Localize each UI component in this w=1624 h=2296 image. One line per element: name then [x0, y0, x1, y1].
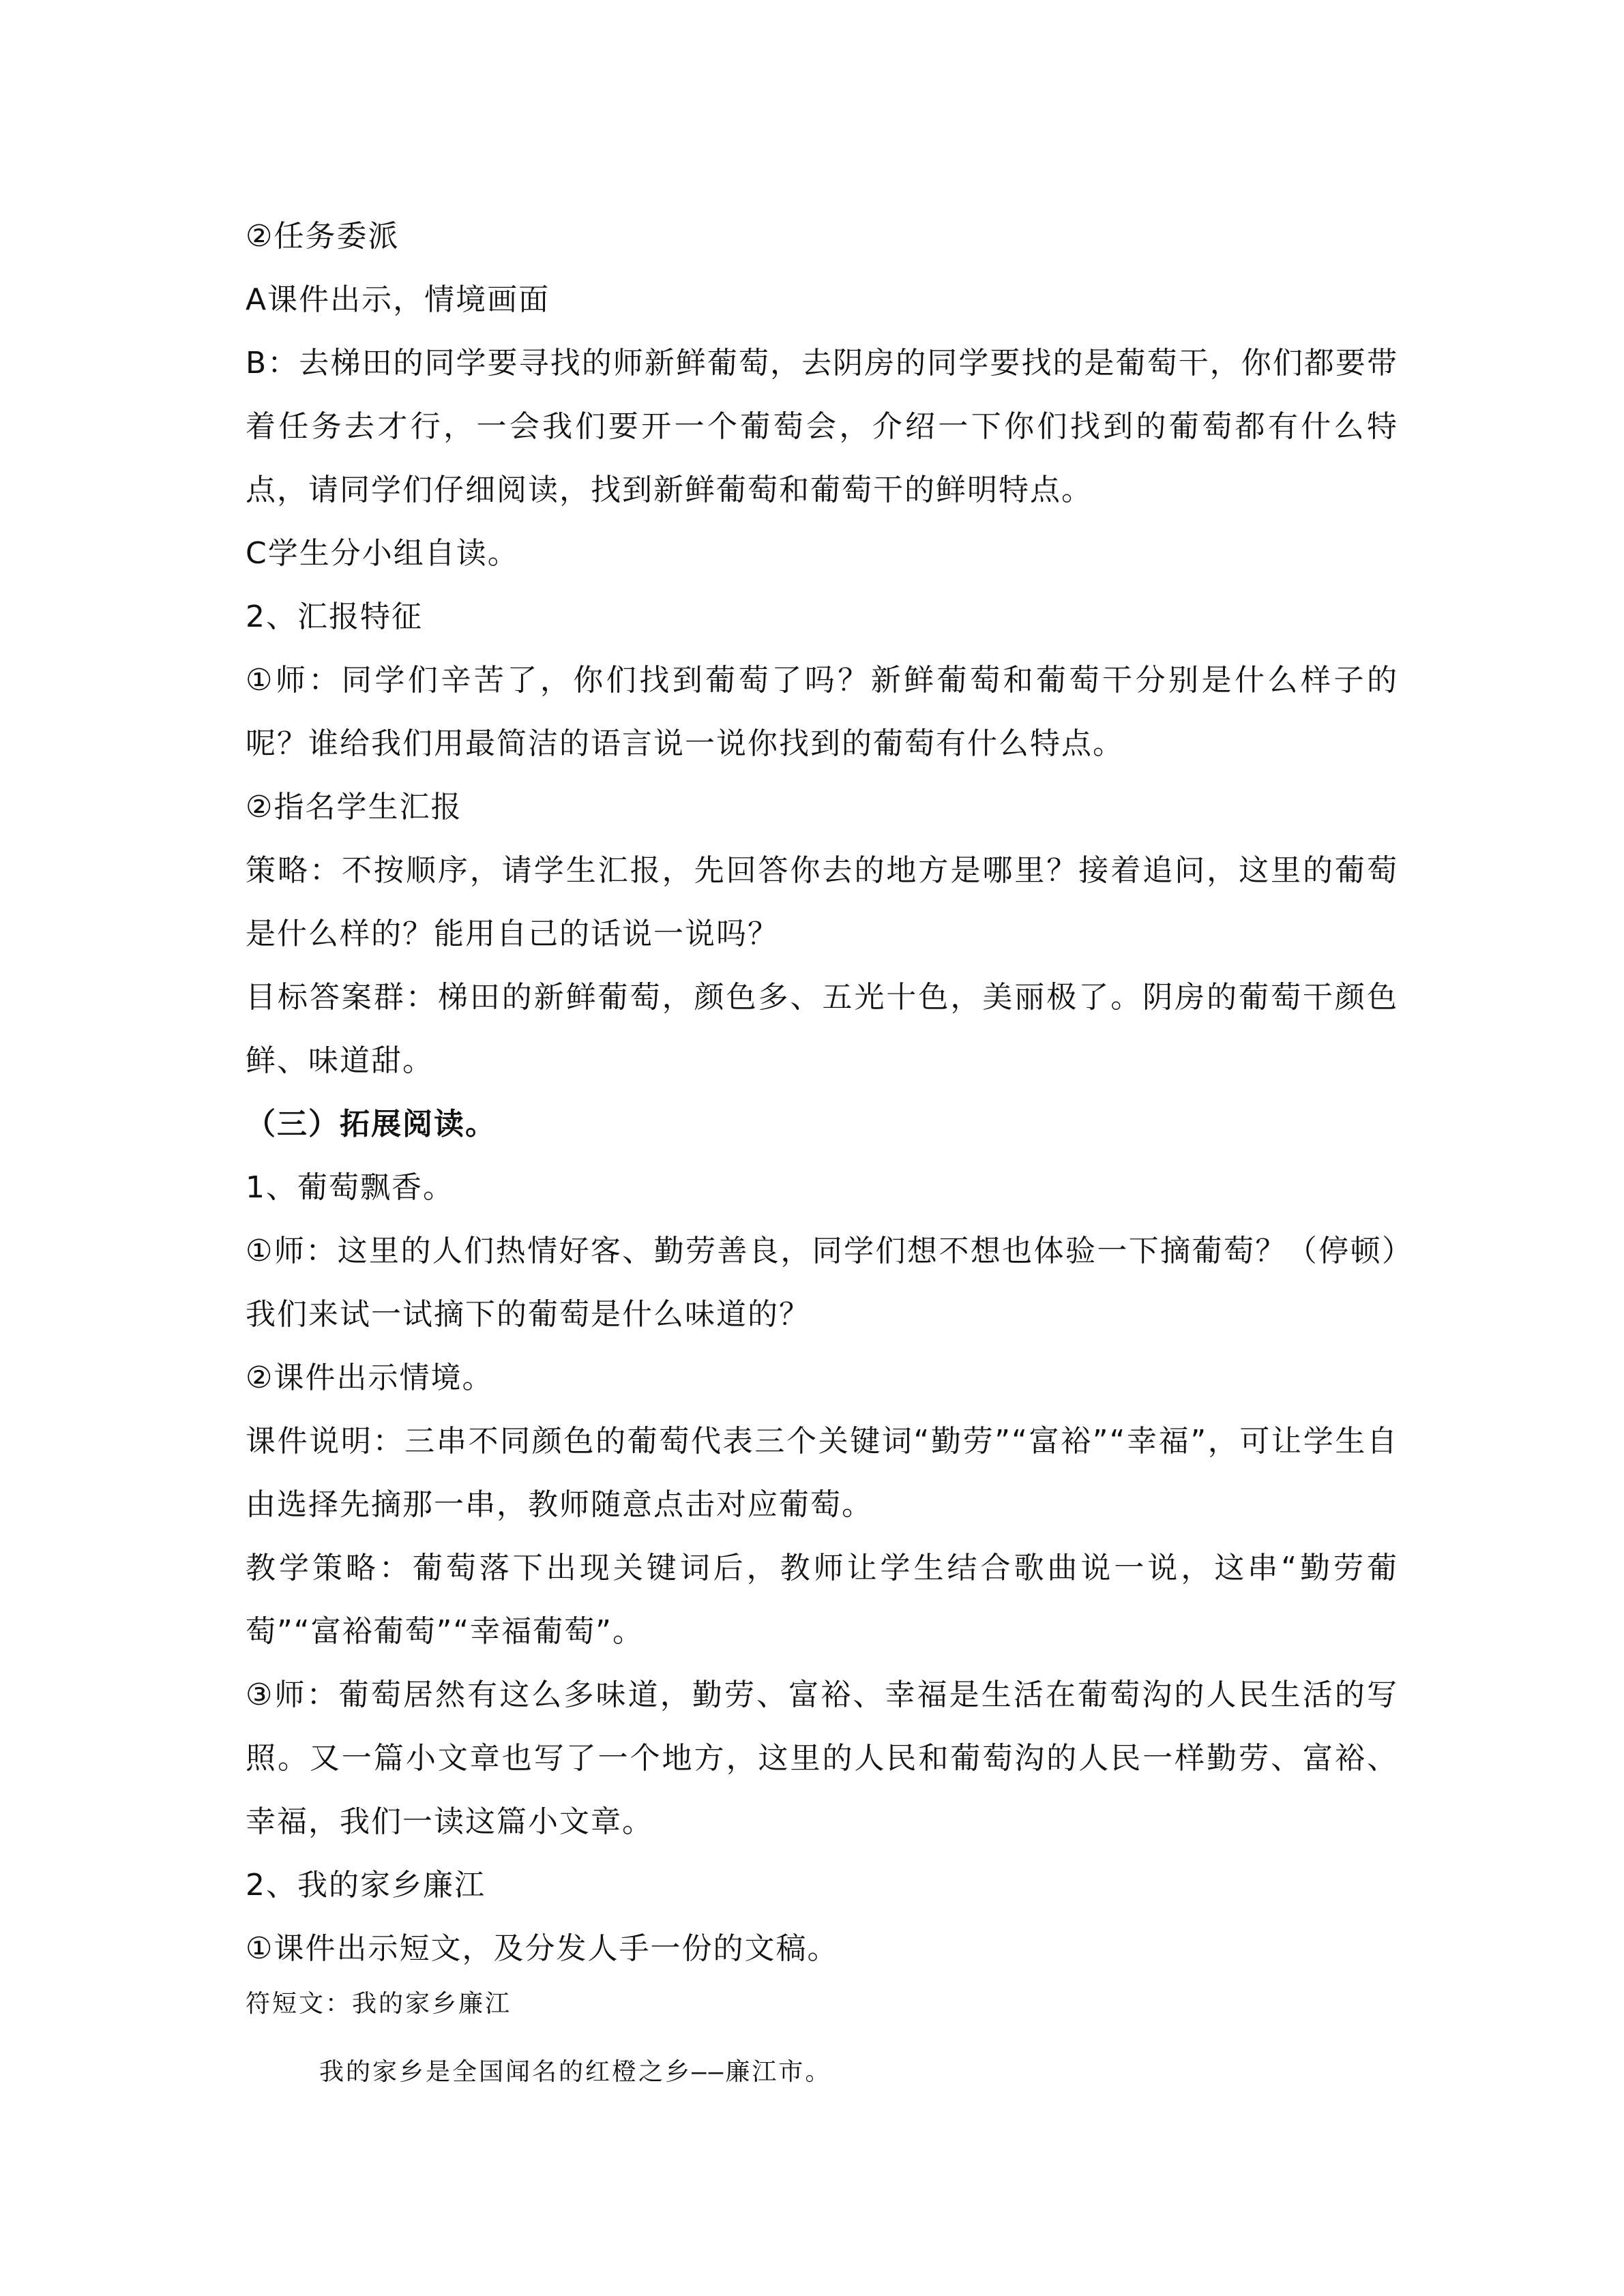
paragraph-task-instructions: B：去梯田的同学要寻找的师新鲜葡萄，去阴房的同学要找的是葡萄干，你们都要带着任务去才行，一会我们要开一个葡萄会，介绍一下你们找到的葡萄都有什么特点，请同学们仔细阅读，找到新鲜葡萄和葡萄干的鲜明特点。: [246, 346, 1398, 507]
short-text-title: 符短文：我的家乡廉江: [246, 1990, 512, 2018]
paragraph-courseware-scene: A课件出示，情境画面: [246, 282, 550, 317]
document-content: [246, 205, 1398, 2121]
paragraph-strategy: 策略：不按顺序，请学生汇报，先回答你去的地方是哪里？接着追问，这里的葡萄是什么样的？能用自己的话说一说吗？: [246, 853, 1398, 951]
paragraph-target-answers: 目标答案群：梯田的新鲜葡萄，颜色多、五光十色，美丽极了。阴房的葡萄干颜色鲜、味道甜。: [246, 980, 1398, 1078]
paragraph-grape-fragrance: 1、葡萄飘香。: [246, 1170, 454, 1205]
paragraph-pick-grapes: ①师：这里的人们热情好客、勤劳善良，同学们想不想也体验一下摘葡萄？（停顿）我们来试一试摘下的葡萄是什么味道的？: [246, 1234, 1398, 1332]
paragraph-teacher-question: ①师：同学们辛苦了，你们找到葡萄了吗？新鲜葡萄和葡萄干分别是什么样子的呢？谁给我们用最简洁的语言说一说你找到的葡萄有什么特点。: [246, 663, 1398, 761]
paragraph-courseware-situation: ②课件出示情境。: [246, 1360, 494, 1395]
paragraph-report-features: 2、汇报特征: [246, 599, 423, 634]
paragraph-student-report: ②指名学生汇报: [246, 790, 462, 824]
paragraph-group-reading: C学生分小组自读。: [246, 536, 519, 571]
short-text-body: 我的家乡是全国闻名的红橙之乡——廉江市。: [319, 2058, 832, 2086]
paragraph-task-assignment: ②任务委派: [246, 219, 400, 254]
paragraph-hometown-lianjiang: 2、我的家乡廉江: [246, 1868, 486, 1903]
paragraph-grape-flavors: ③师：葡萄居然有这么多味道，勤劳、富裕、幸福是生活在葡萄沟的人民生活的写照。又一篇小文章也写了一个地方，这里的人民和葡萄沟的人民一样勤劳、富裕、幸福，我们一读这篇小文章。: [246, 1678, 1398, 1839]
paragraph-teaching-strategy: 教学策略：葡萄落下出现关键词后，教师让学生结合歌曲说一说，这串“勤劳葡萄”“富裕葡萄”“幸福葡萄”。: [246, 1551, 1398, 1649]
paragraph-show-short-text: ①课件出示短文，及分发人手一份的文稿。: [246, 1931, 839, 1966]
section-heading-extended-reading: （三）拓展阅读。: [246, 1107, 497, 1142]
paragraph-courseware-description: 课件说明：三串不同颜色的葡萄代表三个关键词“勤劳”“富裕”“幸福”，可让学生自由选择先摘那一串，教师随意点击对应葡萄。: [246, 1424, 1398, 1522]
